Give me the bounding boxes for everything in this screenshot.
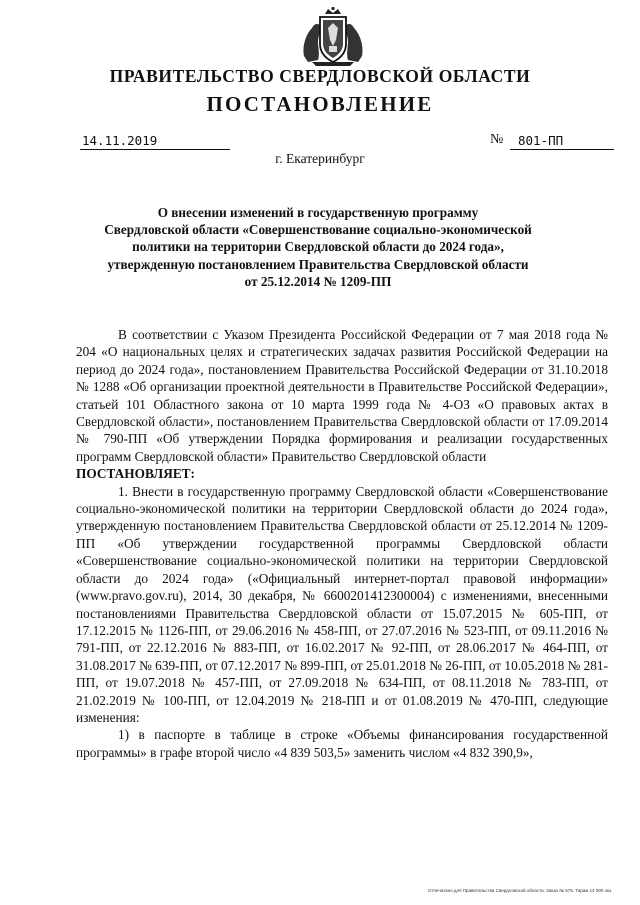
document-body (76, 326, 608, 761)
sub-item-1-paragraph: 1) в паспорте в таблице в строке «Объемы финансирования государственной программы» в графе второй число «4 839 503,5» заменить числом «4 832 390,9», (76, 727, 608, 760)
print-footer: Отпечатано для Правительства Свердловской области. Заказ № 575. Тираж 14 000 экз. (428, 888, 613, 893)
title-line: Свердловской области «Совершенствование социально-экономической (104, 222, 532, 238)
document-date: 14.11.2019 (80, 133, 230, 150)
number-label: № (490, 132, 504, 147)
preamble-paragraph: В соответствии с Указом Президента Российской Федерации от 7 мая 2018 года № 204 «О национальных целях и стратегических задачах развития Российской Федерации на период до 2024 года», постановлением Правительства Российской Федерации от 31.10.2018 № 1288 «Об организации проектной деятельности в Правительстве Российской Федерации», статьей 101 Областного закона от 10 марта 1999 года № 4-ОЗ «О правовых актах в Свердловской области», постановлением Правительства Свердловской области от 17.09.2014 № 790-ПП «Об утверждении Порядка формирования и реализации государственных программ Свердловской области» Правительство Свердловской области (76, 327, 608, 464)
document-number: 801-ПП (510, 133, 614, 150)
title-line: утвержденную постановлением Правительства Свердловской области (107, 256, 529, 272)
document-title (88, 204, 548, 290)
document-type: ПОСТАНОВЛЕНИЕ (206, 92, 434, 116)
city: г. Екатеринбург (275, 151, 365, 166)
title-line: О внесении изменений в государственную программу (157, 205, 479, 220)
resolves-heading: ПОСТАНОВЛЯЕТ: (76, 466, 195, 482)
item-1-paragraph: 1. Внести в государственную программу Свердловской области «Совершенствование социально-экономической политики на территории Свердловской области до 2024 года», утвержденную постановлением Правительства Свердловской области от 25.12.2014 № 1209-ПП «Об утверждении государственной программы Свердловской области «Совершенствование социально-экономической политики на территории Свердловской области до 2024 года» («Официальный интернет-портал правовой информации» (www.pravo.gov.ru), 2014, 30 декабря, № 6600201412300004) с изменениями, внесенными постановлениями Правительства Свердловской области от 15.07.2015 № 605-ПП, от 17.12.2015 № 1126-ПП, от 29.06.2016 № 458-ПП, от 27.07.2016 № 523-ПП, от 09.11.2016 № 791-ПП, от 22.12.2016 № 883-ПП, от 16.02.2017 № 92-ПП, от 28.06.2017 № 464-ПП, от 31.08.2017 № 639-ПП, от 07.12.2017 № 899-ПП, от 25.01.2018 № 26-ПП, от 10.05.2018 № 281-ПП, от 19.07.2018 № 457-ПП, от 27.09.2018 № 634-ПП, от 08.11.2018 № 783-ПП, от 21.02.2019 № 100-ПП, от 12.04.2019 № 218-ПП и от 01.08.2019 № 470-ПП, следующие изменения: (76, 483, 608, 725)
coat-of-arms-icon (298, 6, 368, 68)
title-line: политики на территории Свердловской области до 2024 года», (132, 239, 504, 255)
organization-title: ПРАВИТЕЛЬСТВО СВЕРДЛОВСКОЙ ОБЛАСТИ (109, 66, 531, 86)
title-line: от 25.12.2014 № 1209-ПП (244, 273, 392, 289)
